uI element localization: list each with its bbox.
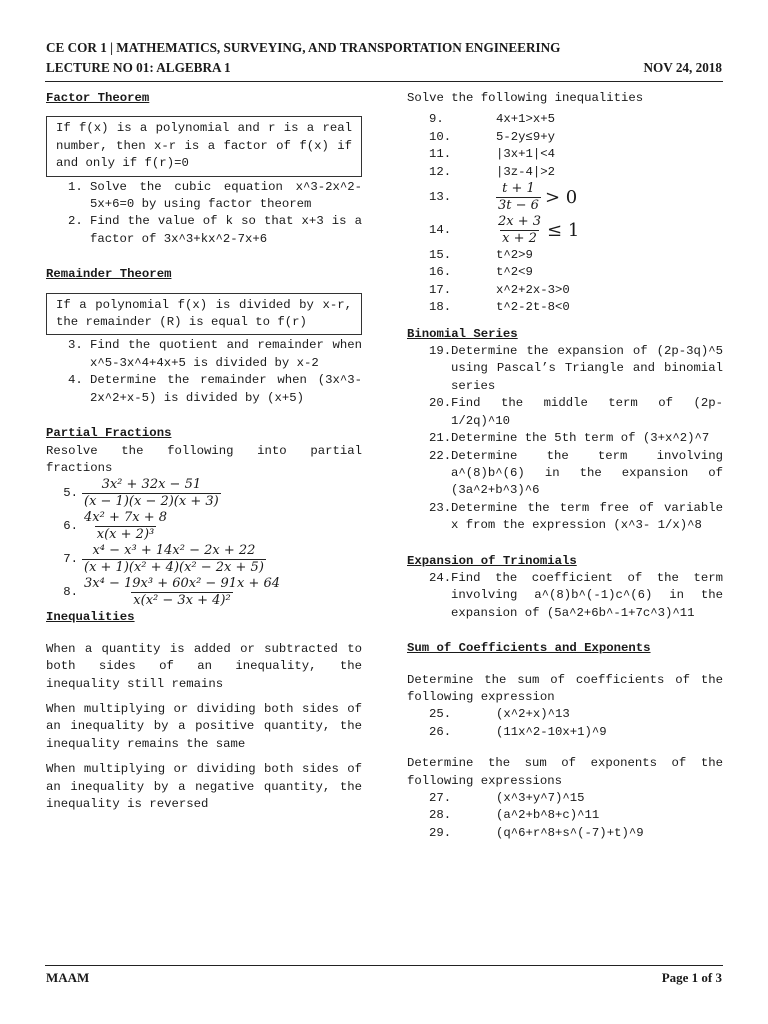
problem-text: t^2<9 (496, 265, 533, 280)
fraction-problem (56, 510, 362, 543)
fraction-numerator: 3x⁴ − 19x³ + 60x² − 91x + 64 (84, 576, 281, 592)
problem-text: Determine the expansion of (2p-3q)^5 using Pascal’s Triangle and binomial series (451, 344, 723, 393)
binomial-series-heading: Binomial Series (407, 326, 518, 341)
header-rule (45, 81, 723, 82)
problem-item (407, 430, 723, 447)
problem-text: (q^6+r^8+s^(-7)+t)^9 (496, 825, 644, 840)
inequality-problem (407, 164, 723, 181)
remainder-theorem-heading: Remainder Theorem (46, 267, 172, 282)
binomial-problem-list (407, 343, 723, 534)
trinomial-problem-list (407, 570, 723, 622)
problem-text: (a^2+b^8+c)^11 (496, 808, 600, 823)
problem-text: Determine the term free of variable x from the expression (x^3- 1/x)^8 (451, 500, 723, 533)
problem-text: (x^2+x)^13 (496, 707, 570, 722)
partial-fraction-list (46, 477, 362, 609)
problem-number: 5. (63, 486, 78, 501)
inequalities-heading: Inequalities (46, 610, 135, 625)
remainder-theorem-definition (46, 293, 362, 336)
problem-item (46, 213, 362, 248)
problem-text: Determine the 5th term of (3+x^2)^7 (451, 431, 710, 446)
fraction (496, 214, 543, 247)
sum-problem (407, 790, 723, 807)
fraction-problem (56, 543, 362, 576)
inequality-problem (407, 129, 723, 146)
problem-number: 16. (429, 265, 452, 280)
problem-number: 28. (429, 808, 452, 823)
sum-problem (407, 706, 723, 723)
problem-number: 24. (429, 570, 452, 585)
fraction-numerator: 3x² + 32x − 51 (101, 477, 202, 493)
problem-text: Solve the cubic equation x^3-2x^2-5x+6=0 by using factor theorem (90, 179, 362, 212)
problem-number: 18. (429, 300, 452, 315)
problem-number: 9. (429, 112, 444, 127)
problem-item (46, 372, 362, 407)
problem-number: 23. (429, 500, 452, 515)
footer-author: MAAM (46, 970, 90, 985)
fraction (82, 576, 282, 609)
sum-problem (407, 724, 723, 741)
coefficients-intro: Determine the sum of coefficients of the following expression (407, 672, 723, 704)
remainder-definition-text: If a polynomial f(x) is divided by x-r, the remainder (R) is equal to f(r) (56, 297, 352, 330)
problem-number: 22. (429, 448, 452, 463)
problem-text: 4x+1>x+5 (496, 112, 556, 127)
fraction (496, 181, 541, 214)
problem-item (407, 395, 723, 430)
fraction-numerator: t + 1 (502, 181, 535, 197)
inequality-problem (407, 282, 723, 299)
inequality-rule: When multiplying or dividing both sides of an inequality by a negative quantity, the inequality is reversed (46, 762, 362, 811)
problem-text: Determine the term involving a^(8)b^(6) in the expansion of (3a^2+b^3)^6 (451, 448, 723, 498)
factor-definition-text: If f(x) is a polynomial and r is a real number, then x-r is a factor of f(x) if and only if f(r)=0 (56, 121, 352, 171)
problem-number: 3. (68, 338, 83, 353)
problem-text: Find the quotient and remainder when x^5-3x^4+4x+5 is divided by x-2 (90, 338, 362, 370)
lecture-title: LECTURE NO 01: ALGEBRA 1 (46, 60, 231, 75)
relation: > 0 (544, 186, 578, 208)
problem-text: t^2-2t-8<0 (496, 300, 570, 315)
problem-number: 1. (68, 179, 83, 194)
footer (46, 970, 722, 986)
page-number: Page 1 of 3 (661, 970, 722, 985)
trinomials-heading: Expansion of Trinomials (407, 553, 577, 568)
lecture-line (46, 60, 722, 76)
inequality-problem (407, 247, 723, 264)
fraction-numerator: 4x² + 7x + 8 (84, 510, 168, 526)
factor-problem-list (46, 179, 362, 249)
problem-text: |3z-4|>2 (496, 164, 556, 179)
problem-number: 26. (429, 724, 452, 739)
problem-number: 20. (429, 396, 452, 411)
fraction-denominator: (x + 1)(x² + 4)(x² − 2x + 5) (84, 560, 264, 576)
problem-text: (x^3+y^7)^15 (496, 791, 585, 805)
factor-theorem-heading: Factor Theorem (46, 91, 150, 105)
problem-text: t^2>9 (496, 248, 533, 263)
problem-text: Determine the remainder when (3x^3-2x^2+x-5) is divided by (x+5) (90, 373, 362, 405)
fraction-problem (56, 477, 362, 510)
problem-number: 13. (429, 189, 452, 204)
partial-fractions-heading: Partial Fractions (46, 426, 172, 441)
problem-text: |3x+1|<4 (496, 147, 556, 162)
problem-number: 11. (429, 147, 452, 162)
problem-text: x^2+2x-3>0 (496, 282, 570, 297)
fraction-denominator: 3t − 6 (498, 198, 539, 214)
right-column (407, 90, 723, 842)
problem-number: 29. (429, 825, 452, 840)
fraction-denominator: x + 2 (502, 231, 537, 247)
fraction (82, 543, 266, 576)
fraction-denominator: x(x + 2)³ (96, 527, 155, 543)
problem-number: 10. (429, 129, 452, 144)
footer-rule (45, 965, 723, 966)
problem-text: 5-2y≤9+y (496, 129, 556, 144)
relation: ≤ 1 (547, 219, 580, 241)
problem-number: 21. (429, 431, 452, 446)
exponents-intro: Determine the sum of exponents of the following expressions (407, 756, 723, 788)
sum-problem (407, 807, 723, 824)
problem-item (46, 337, 362, 372)
sum-coefficients-heading: Sum of Coefficients and Exponents (407, 641, 651, 656)
problem-number: 15. (429, 248, 452, 263)
partial-fractions-intro: Resolve the following into partial fractions (46, 443, 362, 475)
problem-item (46, 179, 362, 214)
problem-item (407, 500, 723, 535)
problem-item (407, 570, 723, 622)
inequality-rule: When a quantity is added or subtracted to both sides of an inequality, the inequality still remains (46, 641, 362, 691)
problem-number: 4. (68, 373, 83, 388)
inequality-rule: When multiplying or dividing both sides of an inequality by a positive quantity, the inequality remains the same (46, 701, 362, 751)
problem-number: 17. (429, 282, 452, 297)
inequality-problem (407, 299, 723, 316)
problem-number: 19. (429, 344, 452, 359)
problem-text: Find the middle term of (2p- 1/2q)^10 (451, 396, 723, 428)
problem-number: 7. (63, 552, 78, 567)
solve-intro: Solve the following inequalities (407, 91, 644, 105)
problem-number: 25. (429, 707, 452, 722)
fraction-numerator: x⁴ − x³ + 14x² − 2x + 22 (92, 543, 256, 559)
problem-number: 27. (429, 791, 452, 805)
left-column (46, 90, 362, 813)
fraction-numerator: 2x + 3 (498, 214, 542, 230)
course-title: CE COR 1 | MATHEMATICS, SURVEYING, AND TRANSPORTATION ENGINEERING (46, 40, 561, 55)
problem-number: 2. (68, 214, 83, 229)
fraction-problem (56, 576, 362, 609)
inequality-problem (407, 111, 723, 128)
fraction-denominator: (x − 1)(x − 2)(x + 3) (84, 494, 219, 510)
inequality-problem (407, 264, 723, 281)
problem-number: 6. (63, 519, 78, 534)
inequality-problem (407, 214, 723, 247)
problem-text: Find the value of k so that x+3 is a factor of 3x^3+kx^2-7x+6 (90, 214, 362, 246)
problem-text: (11x^2-10x+1)^9 (496, 724, 607, 739)
problem-number: 14. (429, 222, 452, 237)
inequality-problem (407, 146, 723, 163)
fraction (82, 510, 169, 543)
problem-item (407, 448, 723, 500)
problem-item (407, 343, 723, 395)
sum-problem (407, 825, 723, 842)
problem-number: 8. (63, 585, 78, 600)
lecture-date: NOV 24, 2018 (643, 60, 722, 75)
problem-number: 12. (429, 164, 452, 179)
inequality-problem (407, 181, 723, 214)
factor-theorem-definition (46, 116, 362, 176)
fraction (82, 477, 221, 510)
remainder-problem-list (46, 337, 362, 407)
fraction-denominator: x(x² − 3x + 4)² (133, 593, 231, 609)
problem-text: Find the coefficient of the term involving a^(8)b^(-1)c^(6) in the expansion of (5a^2+6b^-1+7c^3)^11 (451, 570, 723, 620)
